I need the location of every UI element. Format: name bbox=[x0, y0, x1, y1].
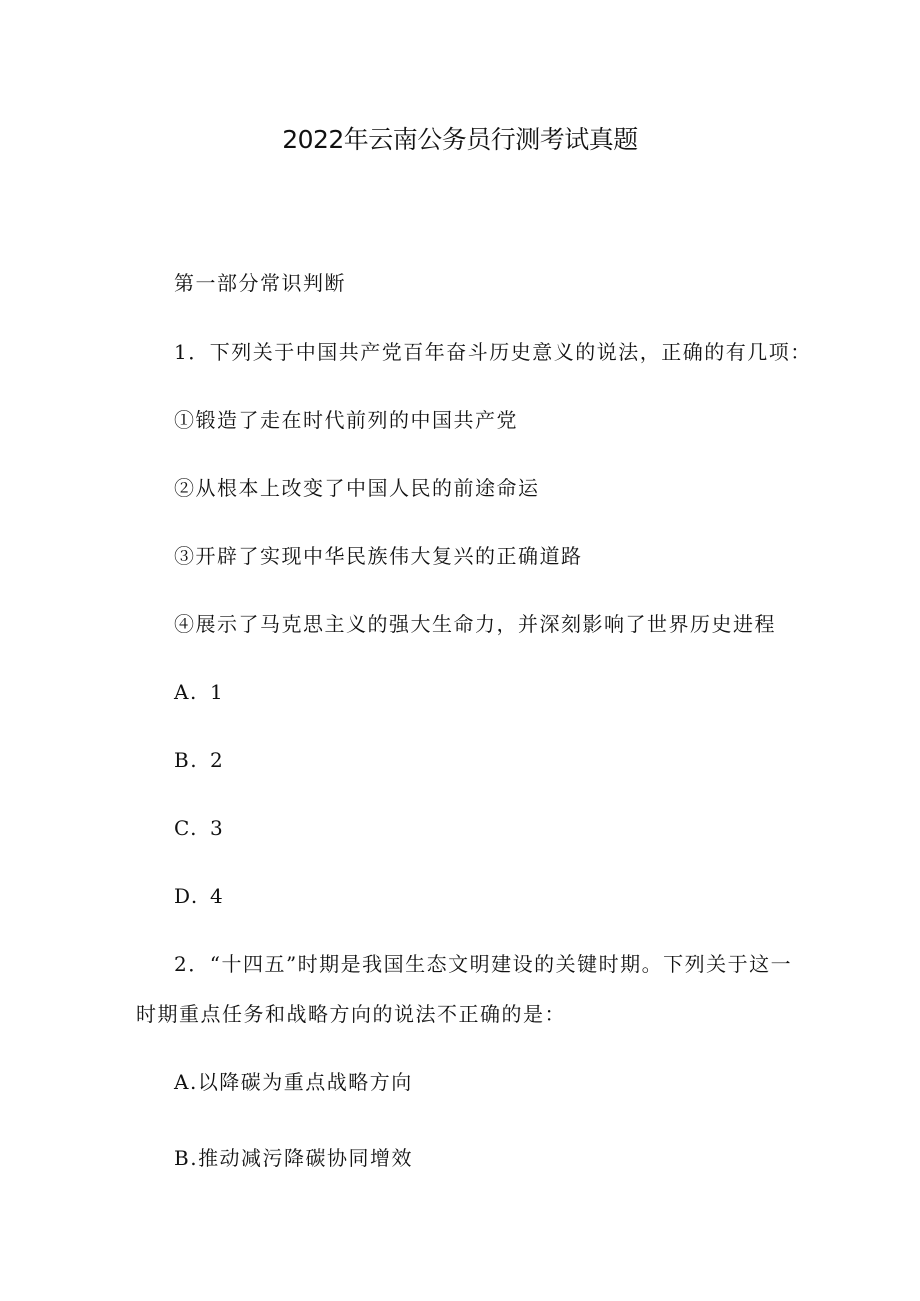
option-text: 4 bbox=[210, 884, 225, 908]
option-a bbox=[174, 1067, 413, 1097]
option-b bbox=[174, 1143, 413, 1173]
option-letter: B. bbox=[174, 748, 199, 772]
statement-3: ③开辟了实现中华民族伟大复兴的正确道路 bbox=[174, 544, 583, 568]
question-2-stem-line-2: 时期重点任务和战略方向的说法不正确的是： bbox=[136, 1002, 566, 1026]
option-c bbox=[174, 813, 224, 843]
statement-1: ①锻造了走在时代前列的中国共产党 bbox=[174, 408, 518, 432]
question-2-stem-line-1 bbox=[174, 949, 792, 979]
option-letter: B. bbox=[174, 1146, 199, 1170]
option-text: 1 bbox=[210, 680, 225, 704]
option-letter: C. bbox=[174, 816, 198, 840]
option-text: 推动减污降碳协同增效 bbox=[198, 1146, 414, 1170]
option-d bbox=[174, 881, 224, 911]
option-letter: D. bbox=[174, 884, 199, 908]
option-text: 3 bbox=[210, 816, 225, 840]
option-letter: A. bbox=[174, 680, 198, 704]
question-stem-text: ．下列关于中国共产党百年奋斗历史意义的说法，正确的有几项： bbox=[188, 340, 812, 364]
option-text: 2 bbox=[210, 748, 225, 772]
question-number: 2 bbox=[174, 952, 189, 976]
statement-4: ④展示了马克思主义的强大生命力，并深刻影响了世界历史进程 bbox=[174, 612, 776, 636]
option-a bbox=[174, 677, 224, 707]
document-title: 2022年云南公务员行测考试真题 bbox=[282, 125, 638, 154]
question-1-stem bbox=[174, 337, 812, 367]
section-heading: 第一部分常识判断 bbox=[174, 271, 346, 295]
statement-2: ②从根本上改变了中国人民的前途命运 bbox=[174, 476, 540, 500]
option-text: 以降碳为重点战略方向 bbox=[197, 1070, 413, 1094]
question-number: 1 bbox=[174, 340, 189, 364]
question-stem-text: ．“十四五”时期是我国生态文明建设的关键时期。下列关于这一 bbox=[188, 952, 793, 976]
option-b bbox=[174, 745, 224, 775]
option-letter: A. bbox=[174, 1070, 198, 1094]
